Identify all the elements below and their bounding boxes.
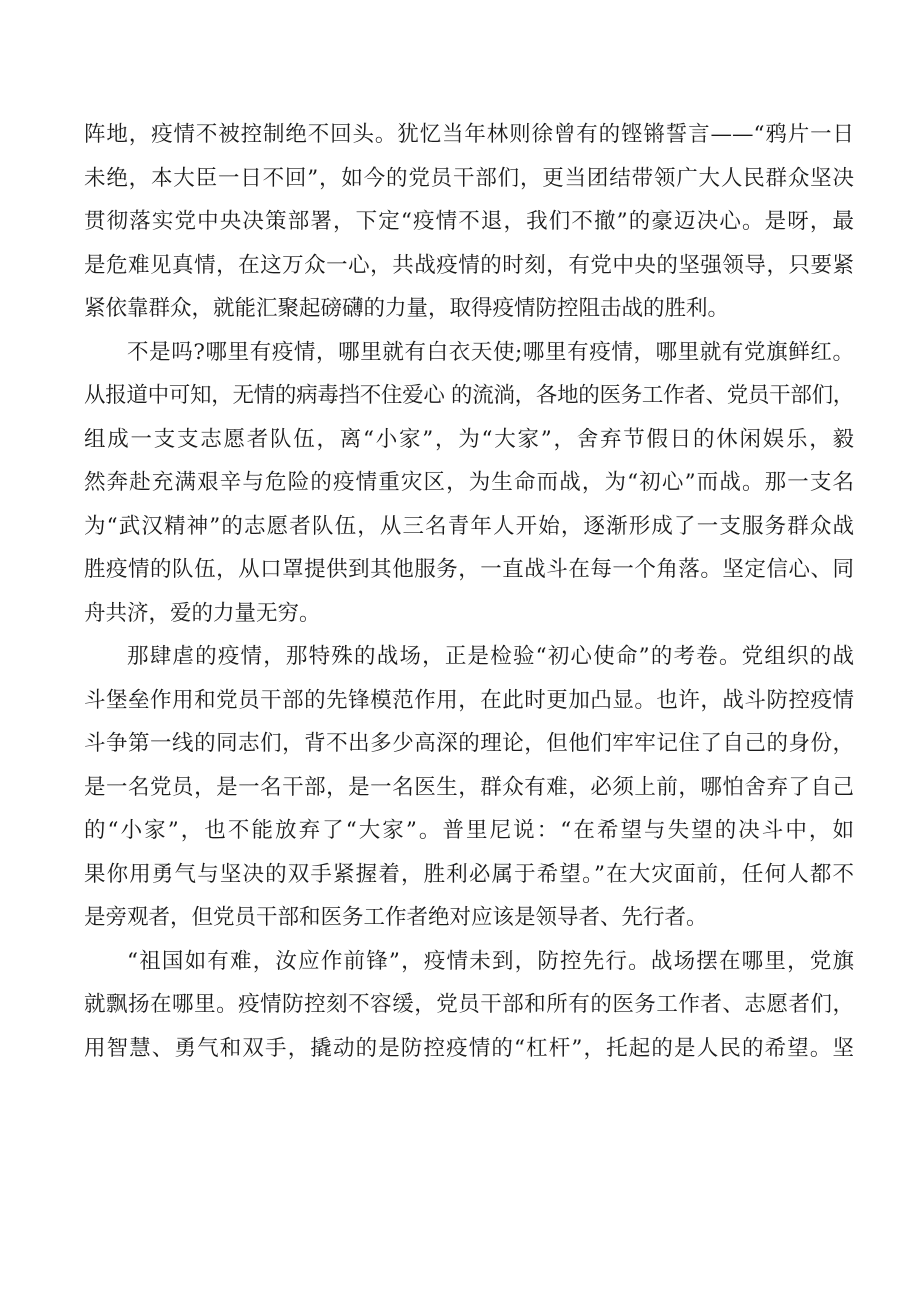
text-line: 的“小家”，也不能放弃了“大家”。普里尼说：“在希望与失望的决斗中，如 xyxy=(84,818,854,843)
text-line: 为“武汉精神”的志愿者队伍，从三名青年人开始，逐渐形成了一支服务群众战 xyxy=(84,513,854,539)
text-line: 斗堡垒作用和党员干部的先锋模范作用，在此时更加凸显。也许，战斗防控疫情 xyxy=(84,687,854,713)
text-line: 那肆虐的疫情，那特殊的战场，正是检验“初心使命”的考卷。党组织的战 xyxy=(127,644,854,669)
text-line: 未绝，本大臣一日不回”，如今的党员干部们，更当团结带领广大人民群众坚决 xyxy=(84,165,854,191)
text-line: 用智慧、勇气和双手，撬动的是防控疫情的“杠杆”，托起的是人民的希望。坚 xyxy=(84,1035,854,1061)
text-line: 不是吗?哪里有疫情，哪里就有白衣天使;哪里有疫情，哪里就有党旗鲜红。 xyxy=(127,339,854,365)
paragraph-2 xyxy=(84,331,854,636)
paragraph-4 xyxy=(84,940,854,1071)
text-line: 然奔赴充满艰辛与危险的疫情重灾区，为生命而战，为“初心”而战。那一支名 xyxy=(84,470,854,495)
text-line: 贯彻落实党中央决策部署，下定“疫情不退，我们不撤”的豪迈决心。是呀，最 xyxy=(84,209,854,234)
text-line: 是旁观者，但党员干部和医务工作者绝对应该是领导者、先行者。 xyxy=(84,905,708,930)
text-line: 组成一支支志愿者队伍，离“小家”，为“大家”，舍弃节假日的休闲娱乐，毅 xyxy=(84,426,854,452)
text-line: 果你用勇气与坚决的双手紧握着，胜利必属于希望。”在大灾面前，任何人都不 xyxy=(84,861,854,887)
text-line: 是一名党员，是一名干部，是一名医生，群众有难，必须上前，哪怕舍弃了自己 xyxy=(84,774,854,800)
document-body xyxy=(84,113,854,1070)
text-line: 是危难见真情，在这万众一心，共战疫情的时刻，有党中央的坚强领导，只要紧 xyxy=(84,252,854,278)
text-line: 紧依靠群众，就能汇聚起磅礴的力量，取得疫情防控阻击战的胜利。 xyxy=(84,296,730,321)
paragraph-3 xyxy=(84,635,854,940)
text-line: 胜疫情的队伍，从口罩提供到其他服务，一直战斗在每一个角落。坚定信心、同 xyxy=(84,557,854,582)
text-line: 舟共济，爱的力量无穷。 xyxy=(84,600,321,626)
text-line: 就飘扬在哪里。疫情防控刻不容缓，党员干部和所有的医务工作者、志愿者们， xyxy=(84,992,854,1017)
text-line: “祖国如有难，汝应作前锋”，疫情未到，防控先行。战场摆在哪里，党旗 xyxy=(127,948,854,974)
text-line: 阵地，疫情不被控制绝不回头。犹忆当年林则徐曾有的铿锵誓言——“鸦片一日 xyxy=(84,122,854,147)
text-line: 从报道中可知，无情的病毒挡不住爱心 的流淌，各地的医务工作者、党员干部们， xyxy=(84,383,854,408)
text-line: 斗争第一线的同志们，背不出多少高深的理论，但他们牢牢记住了自己的身份， xyxy=(84,731,854,756)
paragraph-1 xyxy=(84,113,854,331)
